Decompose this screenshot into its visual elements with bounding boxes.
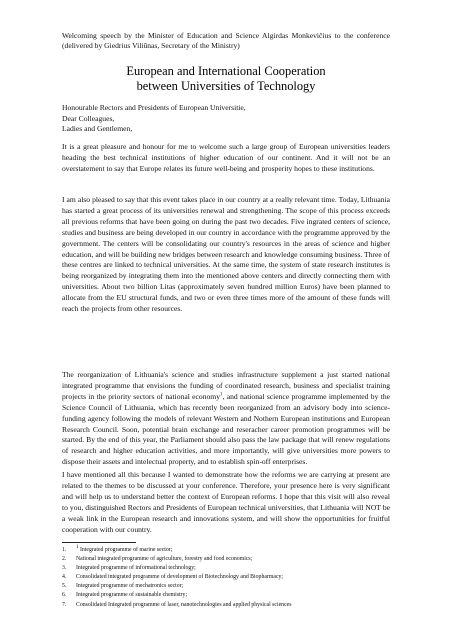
- intro-note: Welcoming speech by the Minister of Education and Science Algirdas Monkevičius to the conference (delivered by Giedrius Viliūnas, Secretary of the Ministry): [62, 31, 390, 50]
- footnote-item: [62, 573, 402, 582]
- paragraph-3-text-a: The reorganization of Lithuania's science and studies infrastructure supplement a just started national integrated programme that envisions the funding of coordinated research, business and specialist training projects in the priority sectors of national economy: [62, 370, 390, 401]
- footnote-number: 3.: [62, 565, 67, 572]
- footnote-text: Integrated programme of marine sector;: [78, 547, 173, 553]
- salutation-line: Ladies and Gentlemen,: [62, 124, 133, 133]
- footnote-text: Consolidated integrated programme of development of Biotechnology and Biopharmacy;: [76, 574, 284, 581]
- footnote-number: 2.: [62, 556, 67, 563]
- footnote-text: National integrated programme of agriculture, forestry and food economics;: [76, 556, 253, 563]
- footnote-list: [62, 546, 402, 610]
- footnote-number: 5.: [62, 583, 67, 590]
- footnote-marker: 1: [76, 545, 79, 551]
- paragraph-4: I have mentioned all this because I wanted to demonstrate how the reforms we are carrying at present are related to the themes to be discussed at your conference. Therefore, your presence here is very significant and will help us to understand better the context of European reforms. I hope that this visit will also reveal to you, distinguished Rectors and Presidents of European technical universities, that Lithuania will NOT be a weak link in the European research and innovations system, and will show the opportunities for fruitful cooperation with our country.: [62, 470, 390, 534]
- footnote-item: [62, 591, 402, 600]
- footnote-item: [62, 564, 402, 573]
- footnote-item: [62, 546, 402, 555]
- salutation-line: Dear Colleagues,: [62, 113, 115, 123]
- salutation: [62, 103, 390, 135]
- footnote-text: Consolidated Integrated programme of laser, nanotechnologies and applied physical sciences: [76, 601, 292, 608]
- footnote-item: [62, 582, 402, 591]
- footnote-text: Integrated programme of mechatronics sector;: [76, 583, 184, 590]
- paragraph-2: I am also pleased to say that this event takes place in our country at a really relevant time. Today, Lithuania has started a great process of its universities renewal and strengthening. The scope of this process exceeds all previous reforms that have been going on during the past two decades. Five ingrated centers of science, studies and business are being developed in our country in accordance with the programme approved by the government. The centers will be consolidating our country's resources in the areas of science and higher education, and will be building new bridges between research and knowledge consuming business. Three of these centres are linked to technical universities. At the same time, the system of state research institutes is being reorganized by integrating them into the mentioned above centers and directly connecting them with universities. About two billion Litas (approximately seven hundred million Euros) have been planned to allocate from the EU structural funds, and two or even three times more of the amount of these funds will reach the projects from other resources.: [62, 195, 390, 314]
- paragraph-1: It is a great pleasure and honour for me to welcome such a large group of European universities leaders heading the best technical institutions of higher education of our continent. And it will not be an overstatement to say that Europe relates its future well-being and prosperity hopes to these institutions.: [62, 142, 390, 173]
- footnote-item: [62, 601, 402, 610]
- footnote-number: 6.: [62, 592, 67, 599]
- footnote-number: 1.: [62, 547, 67, 553]
- paragraph-3-text-b: , and national science programme implemented by the Science Council of Lithuania, which has recently been reorganized from an advisory body into science-funding agency following the models of relevant Western and Nothern European institutions and European Research Council. Soon, potential brain exchange and reseracher career promotion programmes will be started. By the end of this year, the Parliament should also pass the law package that will renew regulations of research and higher education activities, and more importantly, will give universities more powers to dispose their assets and intelectual property, and to establish spin-off enterprises.: [62, 391, 390, 467]
- footnote-item: [62, 555, 402, 564]
- title-line-2: between Universities of Technology: [136, 79, 316, 93]
- footnote-number: 7.: [62, 601, 67, 608]
- footnote-ref[interactable]: 1: [220, 392, 223, 398]
- footnote-divider: [62, 542, 136, 543]
- footnote-text: Integrated programme of informational technology;: [76, 565, 196, 572]
- footnote-text: Integrated programme of sustainable chemistry;: [76, 592, 188, 599]
- paragraph-3: [62, 370, 390, 468]
- page-title: [62, 64, 390, 94]
- footnote-number: 4.: [62, 574, 67, 581]
- salutation-line: Honourable Rectors and Presidents of European Universitie,: [62, 103, 246, 112]
- title-line-1: European and International Cooperation: [126, 64, 326, 78]
